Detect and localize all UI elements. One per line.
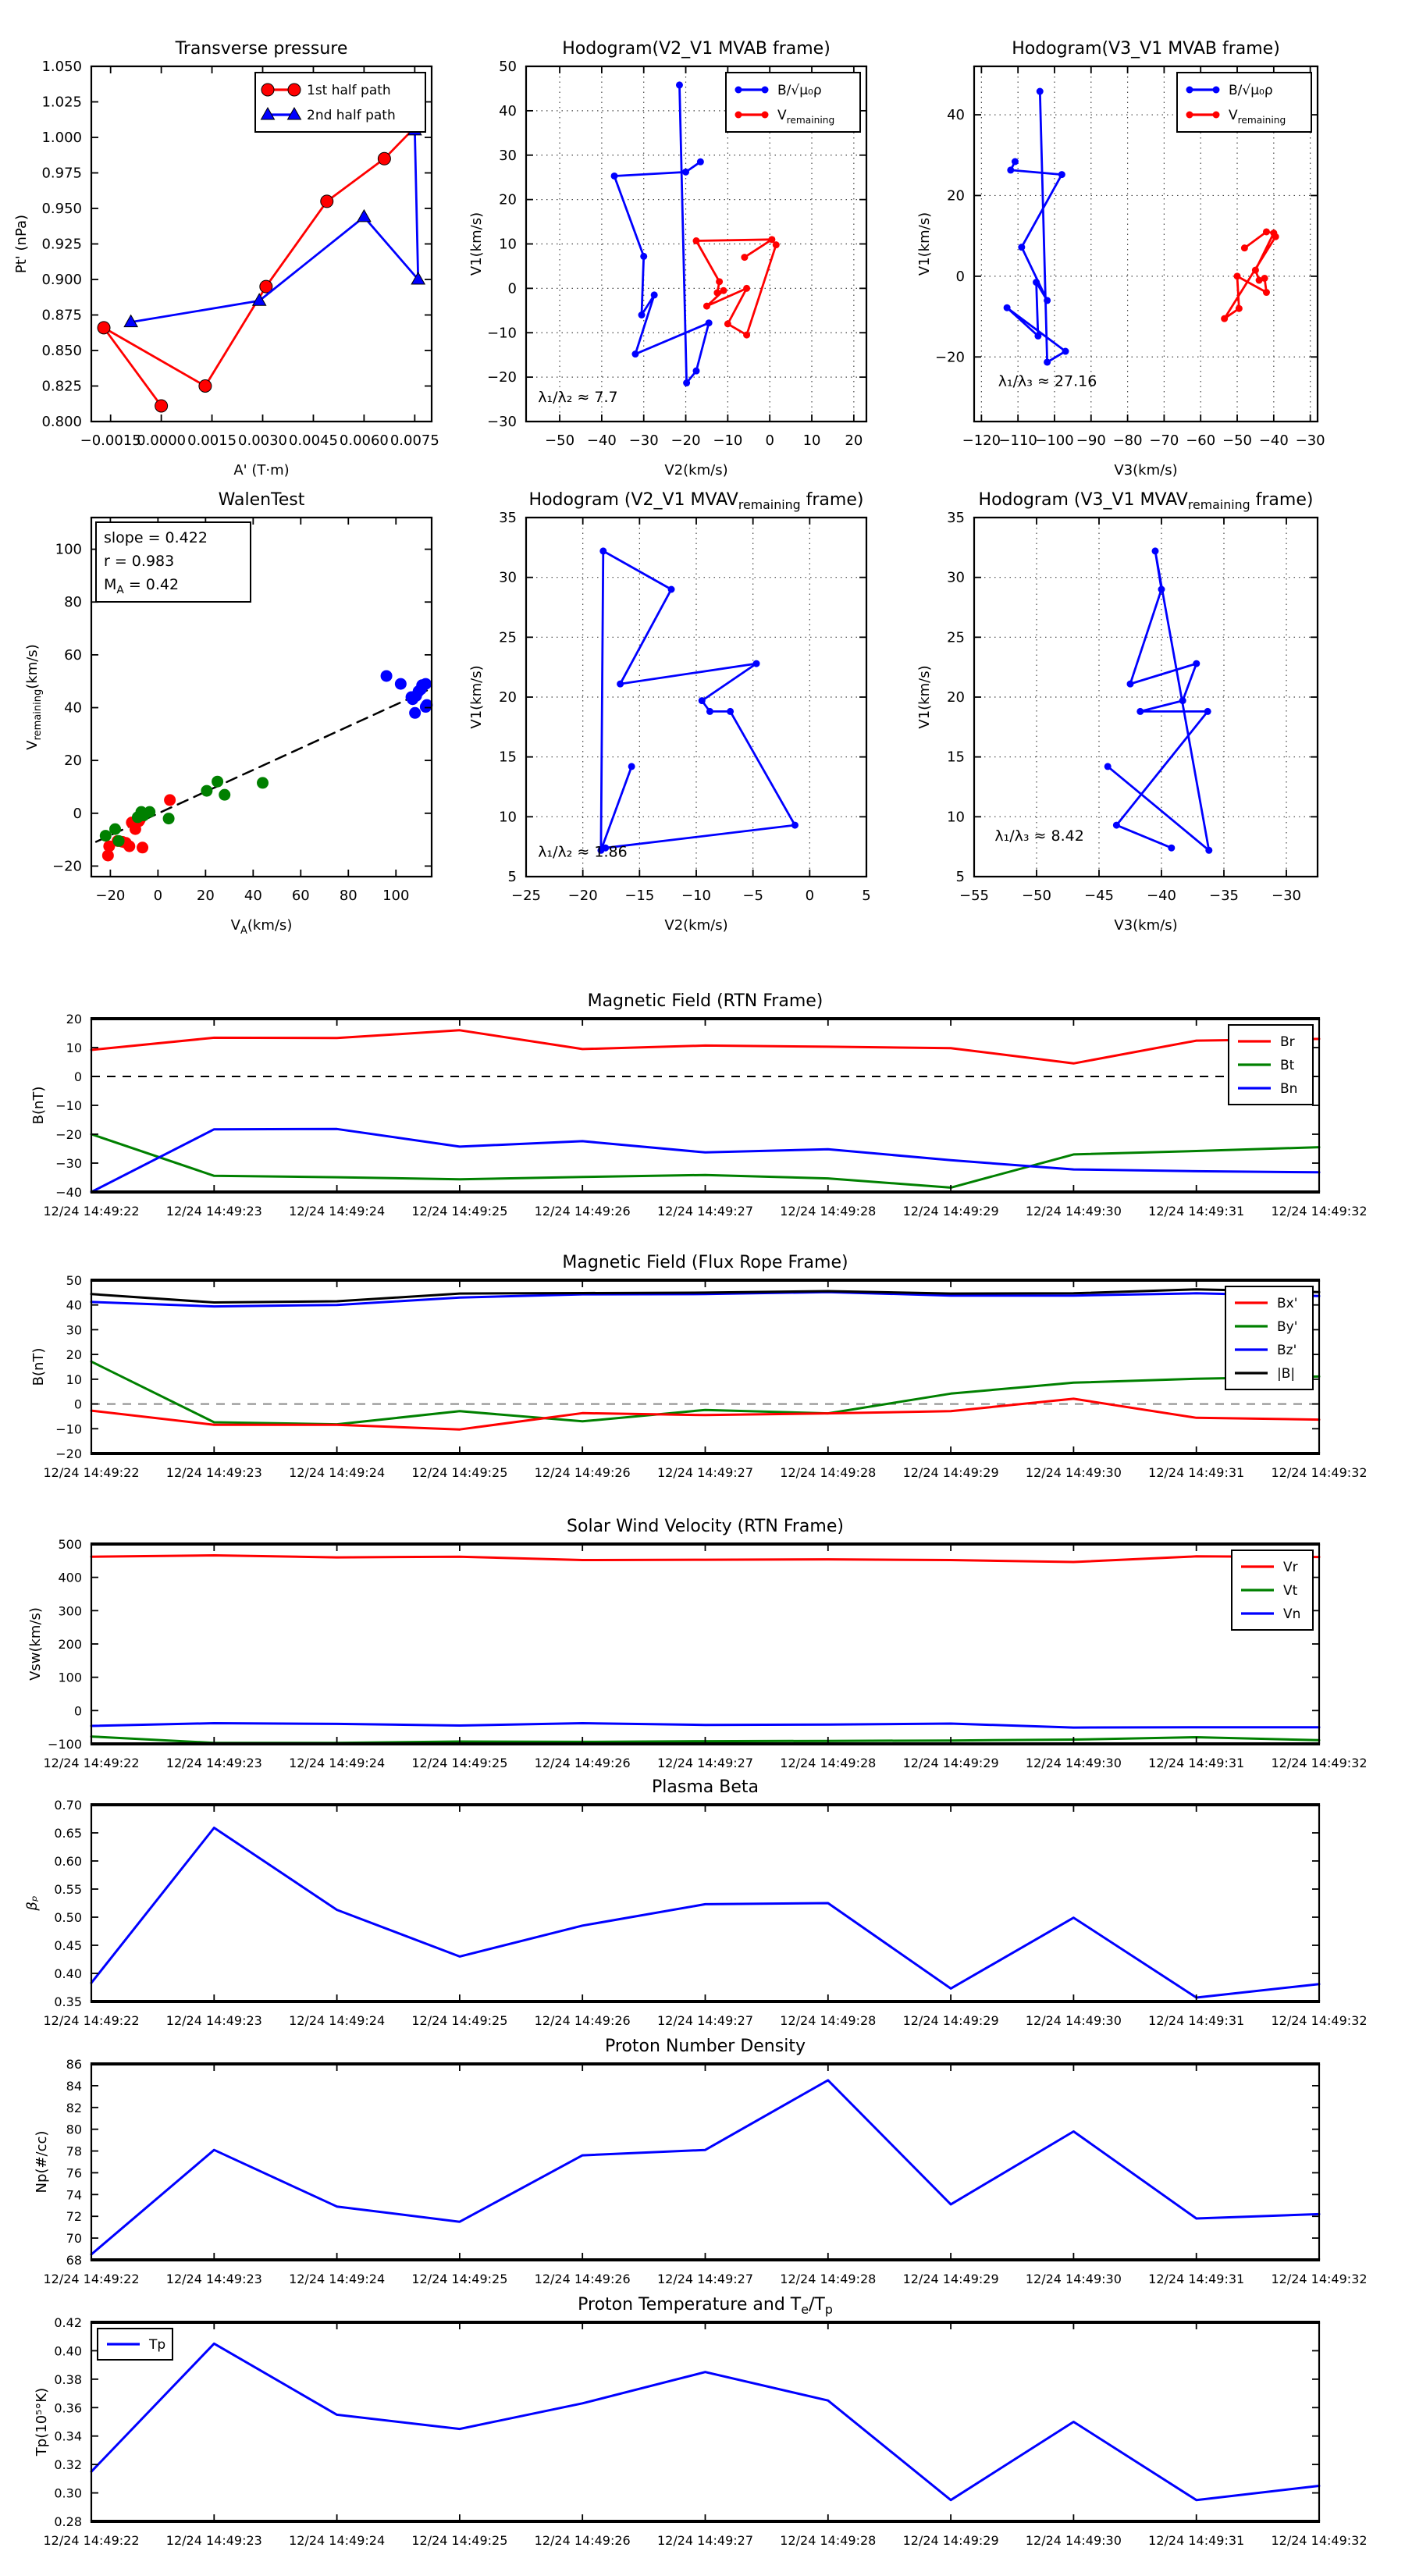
- svg-text:Hodogram (V3_V1 MVAVremaining: Hodogram (V3_V1 MVAVremaining frame): [978, 490, 1314, 512]
- svg-text:12/24 14:49:25: 12/24 14:49:25: [411, 1465, 508, 1480]
- svg-text:12/24 14:49:29: 12/24 14:49:29: [902, 2533, 999, 2548]
- svg-text:12/24 14:49:26: 12/24 14:49:26: [534, 2272, 631, 2286]
- svg-text:80: 80: [64, 594, 82, 611]
- svg-text:70: 70: [66, 2231, 82, 2247]
- svg-text:λ₁/λ₃ ≈ 27.16: λ₁/λ₃ ≈ 27.16: [998, 372, 1097, 390]
- svg-text:12/24 14:49:27: 12/24 14:49:27: [656, 2272, 754, 2286]
- svg-text:0: 0: [73, 1397, 82, 1412]
- svg-text:12/24 14:49:28: 12/24 14:49:28: [780, 1756, 877, 1770]
- svg-text:−10: −10: [681, 888, 711, 904]
- svg-text:12/24 14:49:32: 12/24 14:49:32: [1271, 1465, 1368, 1480]
- svg-text:0: 0: [955, 268, 965, 285]
- svg-text:Magnetic Field (Flux Rope Fram: Magnetic Field (Flux Rope Frame): [562, 1253, 848, 1272]
- svg-text:12/24 14:49:23: 12/24 14:49:23: [165, 2013, 262, 2028]
- svg-text:0.60: 0.60: [54, 1854, 82, 1869]
- plot-vsw-rtn: [27, 1517, 1368, 1770]
- svg-text:12/24 14:49:28: 12/24 14:49:28: [780, 1465, 877, 1480]
- svg-text:0.800: 0.800: [41, 414, 82, 430]
- svg-text:0.0045: 0.0045: [288, 432, 338, 449]
- svg-text:0.0030: 0.0030: [238, 432, 288, 449]
- svg-text:12/24 14:49:31: 12/24 14:49:31: [1148, 1465, 1245, 1480]
- svg-text:20: 20: [947, 187, 965, 205]
- svg-text:12/24 14:49:23: 12/24 14:49:23: [165, 2272, 262, 2286]
- svg-text:12/24 14:49:23: 12/24 14:49:23: [165, 2533, 262, 2548]
- svg-text:0.45: 0.45: [54, 1938, 82, 1953]
- svg-text:0.34: 0.34: [54, 2428, 82, 2444]
- svg-text:V1(km/s): V1(km/s): [916, 665, 933, 729]
- plot-hodogram-v2v1-mvab: [468, 39, 866, 479]
- svg-text:1.050: 1.050: [41, 59, 82, 75]
- svg-text:0.65: 0.65: [54, 1826, 82, 1841]
- svg-text:12/24 14:49:31: 12/24 14:49:31: [1148, 1756, 1245, 1770]
- svg-text:0.925: 0.925: [41, 236, 82, 253]
- svg-text:12/24 14:49:24: 12/24 14:49:24: [289, 1465, 386, 1480]
- svg-text:By': By': [1277, 1319, 1298, 1335]
- svg-text:−60: −60: [1186, 432, 1216, 449]
- svg-text:0.0060: 0.0060: [339, 432, 389, 449]
- svg-text:200: 200: [58, 1637, 82, 1652]
- svg-text:V2(km/s): V2(km/s): [664, 917, 728, 934]
- svg-text:B/√μ₀ρ: B/√μ₀ρ: [1229, 83, 1273, 98]
- svg-text:−110: −110: [998, 432, 1037, 449]
- svg-text:0: 0: [765, 432, 774, 449]
- svg-text:−35: −35: [1209, 888, 1239, 904]
- svg-text:40: 40: [244, 888, 262, 904]
- svg-text:λ₁/λ₃ ≈ 8.42: λ₁/λ₃ ≈ 8.42: [994, 827, 1084, 845]
- svg-text:12/24 14:49:27: 12/24 14:49:27: [656, 1204, 754, 1219]
- svg-text:12/24 14:49:25: 12/24 14:49:25: [411, 1756, 508, 1770]
- svg-text:30: 30: [947, 569, 965, 586]
- svg-text:−5: −5: [742, 888, 763, 904]
- svg-text:12/24 14:49:32: 12/24 14:49:32: [1271, 2272, 1368, 2286]
- svg-text:Vsw(km/s): Vsw(km/s): [27, 1607, 44, 1681]
- svg-text:−20: −20: [670, 432, 701, 449]
- svg-text:40: 40: [66, 1297, 82, 1313]
- svg-text:0.42: 0.42: [54, 2315, 82, 2330]
- svg-text:40: 40: [64, 699, 82, 717]
- svg-text:−120: −120: [962, 432, 1001, 449]
- svg-text:−50: −50: [1222, 432, 1253, 449]
- svg-text:V3(km/s): V3(km/s): [1114, 462, 1178, 479]
- svg-text:0.32: 0.32: [54, 2457, 82, 2473]
- svg-text:12/24 14:49:25: 12/24 14:49:25: [411, 2272, 508, 2286]
- svg-text:12/24 14:49:31: 12/24 14:49:31: [1148, 2533, 1245, 2548]
- svg-text:Tp: Tp: [149, 2337, 166, 2353]
- svg-text:0.70: 0.70: [54, 1798, 82, 1813]
- svg-text:12/24 14:49:29: 12/24 14:49:29: [902, 1204, 999, 1219]
- svg-text:1.000: 1.000: [41, 130, 82, 146]
- svg-text:Plasma Beta: Plasma Beta: [652, 1777, 759, 1797]
- svg-text:72: 72: [66, 2209, 82, 2225]
- svg-text:Vremaining: $V_{remaining}$: [777, 108, 835, 126]
- svg-text:Bt: Bt: [1280, 1058, 1295, 1073]
- svg-text:12/24 14:49:28: 12/24 14:49:28: [780, 2013, 877, 2028]
- svg-text:12/24 14:49:24: 12/24 14:49:24: [289, 1756, 386, 1770]
- svg-text:0.35: 0.35: [54, 1994, 82, 2009]
- svg-text:12/24 14:49:22: 12/24 14:49:22: [43, 1756, 140, 1770]
- plot-b-rtn: [30, 991, 1368, 1219]
- svg-text:Br: Br: [1280, 1034, 1295, 1050]
- svg-text:12/24 14:49:26: 12/24 14:49:26: [534, 2013, 631, 2028]
- svg-text:Vremaining(km/s): $V_{remaining}(km/s)$: [24, 644, 44, 750]
- svg-text:−20: −20: [935, 349, 965, 366]
- svg-text:0: 0: [73, 1069, 82, 1084]
- svg-text:Proton Number Density: Proton Number Density: [605, 2037, 806, 2056]
- svg-text:−30: −30: [55, 1156, 82, 1171]
- svg-text:|B|: |B|: [1277, 1366, 1296, 1382]
- svg-text:0.55: 0.55: [54, 1882, 82, 1897]
- svg-text:−30: −30: [628, 432, 659, 449]
- svg-text:1st half path: 1st half path: [307, 83, 391, 98]
- svg-text:5: 5: [955, 869, 965, 885]
- svg-text:5: 5: [862, 888, 871, 904]
- svg-text:−40: −40: [1258, 432, 1289, 449]
- svg-text:10: 10: [947, 809, 965, 826]
- svg-text:V1(km/s): V1(km/s): [468, 212, 485, 276]
- svg-text:12/24 14:49:31: 12/24 14:49:31: [1148, 2272, 1245, 2286]
- svg-text:0: 0: [73, 805, 82, 822]
- svg-text:−0.0015: −0.0015: [80, 432, 141, 449]
- svg-text:−20: −20: [487, 369, 517, 386]
- svg-text:74: 74: [66, 2187, 82, 2203]
- plot-proton-density: [34, 2037, 1368, 2286]
- svg-text:−10: −10: [55, 1098, 82, 1113]
- svg-text:−25: −25: [511, 888, 541, 904]
- svg-text:25: 25: [947, 629, 965, 646]
- svg-text:0.50: 0.50: [54, 1910, 82, 1925]
- svg-text:0: 0: [153, 888, 163, 904]
- svg-text:Vr: Vr: [1283, 1560, 1298, 1575]
- svg-text:12/24 14:49:27: 12/24 14:49:27: [656, 1465, 754, 1480]
- svg-text:12/24 14:49:24: 12/24 14:49:24: [289, 1204, 386, 1219]
- svg-text:100: 100: [58, 1670, 82, 1685]
- svg-text:20: 20: [499, 191, 517, 208]
- svg-text:12/24 14:49:27: 12/24 14:49:27: [656, 2533, 754, 2548]
- svg-text:0.950: 0.950: [41, 201, 82, 217]
- svg-text:WalenTest: WalenTest: [218, 490, 305, 510]
- svg-text:0.0015: 0.0015: [187, 432, 237, 449]
- svg-text:−50: −50: [545, 432, 575, 449]
- svg-text:B(nT): B(nT): [30, 1347, 47, 1386]
- svg-text:−30: −30: [487, 414, 517, 430]
- svg-text:12/24 14:49:30: 12/24 14:49:30: [1025, 2013, 1122, 2028]
- svg-text:12/24 14:49:22: 12/24 14:49:22: [43, 2533, 140, 2548]
- svg-text:40: 40: [947, 107, 965, 124]
- plot-proton-temperature: [34, 2295, 1368, 2548]
- svg-text:25: 25: [499, 629, 517, 646]
- svg-text:12/24 14:49:27: 12/24 14:49:27: [656, 1756, 754, 1770]
- svg-text:12/24 14:49:24: 12/24 14:49:24: [289, 2013, 386, 2028]
- svg-text:−20: −20: [52, 858, 82, 875]
- svg-text:−70: −70: [1149, 432, 1179, 449]
- svg-text:35: 35: [947, 510, 965, 526]
- svg-text:12/24 14:49:22: 12/24 14:49:22: [43, 2272, 140, 2286]
- svg-text:−10: −10: [713, 432, 743, 449]
- svg-text:−50: −50: [1022, 888, 1051, 904]
- svg-text:500: 500: [58, 1537, 82, 1552]
- svg-text:300: 300: [58, 1603, 82, 1619]
- svg-text:12/24 14:49:25: 12/24 14:49:25: [411, 2013, 508, 2028]
- svg-text:12/24 14:49:24: 12/24 14:49:24: [289, 2272, 386, 2286]
- svg-text:35: 35: [499, 510, 517, 526]
- svg-text:0.30: 0.30: [54, 2485, 82, 2501]
- svg-text:−15: −15: [624, 888, 655, 904]
- svg-text:12/24 14:49:23: 12/24 14:49:23: [165, 1756, 262, 1770]
- svg-text:1.025: 1.025: [41, 94, 82, 111]
- svg-text:12/24 14:49:31: 12/24 14:49:31: [1148, 2013, 1245, 2028]
- svg-text:Tp(10⁵°K): Tp(10⁵°K): [34, 2387, 50, 2457]
- plot-hodogram-v3v1-mvav: [916, 490, 1318, 934]
- svg-text:−20: −20: [95, 888, 126, 904]
- svg-text:Vn: Vn: [1283, 1606, 1301, 1622]
- svg-text:Proton Temperature and Te/Tp: Proton Temperature and Te/Tp: [578, 2295, 833, 2317]
- svg-text:0.40: 0.40: [54, 1966, 82, 1981]
- svg-text:−20: −20: [55, 1446, 82, 1461]
- svg-text:12/24 14:49:32: 12/24 14:49:32: [1271, 1756, 1368, 1770]
- svg-text:B(nT): B(nT): [30, 1086, 47, 1125]
- svg-text:12/24 14:49:22: 12/24 14:49:22: [43, 1204, 140, 1219]
- svg-text:0.28: 0.28: [54, 2514, 82, 2529]
- svg-text:Hodogram(V3_V1 MVAB frame): Hodogram(V3_V1 MVAB frame): [1012, 39, 1280, 59]
- svg-text:12/24 14:49:22: 12/24 14:49:22: [43, 2013, 140, 2028]
- svg-text:84: 84: [66, 2078, 82, 2094]
- svg-text:βₚ: βₚ: [24, 1895, 41, 1911]
- svg-text:12/24 14:49:25: 12/24 14:49:25: [411, 2533, 508, 2548]
- svg-text:0.975: 0.975: [41, 165, 82, 182]
- svg-text:0.40: 0.40: [54, 2343, 82, 2359]
- svg-text:12/24 14:49:32: 12/24 14:49:32: [1271, 2533, 1368, 2548]
- svg-text:68: 68: [66, 2253, 82, 2268]
- svg-text:Vt: Vt: [1283, 1583, 1298, 1599]
- svg-text:−90: −90: [1076, 432, 1106, 449]
- svg-text:Vremaining: $V_{remaining}$: [1229, 108, 1286, 126]
- svg-text:20: 20: [845, 432, 863, 449]
- svg-text:20: 20: [64, 753, 82, 770]
- svg-text:12/24 14:49:29: 12/24 14:49:29: [902, 2013, 999, 2028]
- svg-text:12/24 14:49:29: 12/24 14:49:29: [902, 2272, 999, 2286]
- svg-text:78: 78: [66, 2144, 82, 2159]
- svg-text:Bn: Bn: [1280, 1081, 1298, 1097]
- svg-text:76: 76: [66, 2165, 82, 2181]
- svg-text:λ₁/λ₂ ≈ 1.86: λ₁/λ₂ ≈ 1.86: [538, 843, 628, 861]
- svg-text:12/24 14:49:32: 12/24 14:49:32: [1271, 2013, 1368, 2028]
- svg-text:0: 0: [805, 888, 815, 904]
- svg-text:12/24 14:49:30: 12/24 14:49:30: [1025, 1204, 1122, 1219]
- svg-text:12/24 14:49:23: 12/24 14:49:23: [165, 1465, 262, 1480]
- svg-text:12/24 14:49:26: 12/24 14:49:26: [534, 1756, 631, 1770]
- svg-text:10: 10: [66, 1041, 82, 1055]
- svg-text:B/√μ₀ρ: B/√μ₀ρ: [777, 83, 822, 98]
- svg-text:0: 0: [73, 1703, 82, 1719]
- svg-text:−80: −80: [1112, 432, 1143, 449]
- svg-text:−40: −40: [55, 1185, 82, 1200]
- svg-text:−55: −55: [959, 888, 989, 904]
- svg-text:12/24 14:49:26: 12/24 14:49:26: [534, 1204, 631, 1219]
- svg-text:20: 20: [947, 689, 965, 706]
- svg-text:−10: −10: [55, 1421, 82, 1437]
- svg-text:30: 30: [66, 1322, 82, 1338]
- svg-text:12/24 14:49:25: 12/24 14:49:25: [411, 1204, 508, 1219]
- svg-text:−100: −100: [1035, 432, 1074, 449]
- svg-text:10: 10: [499, 809, 517, 826]
- svg-text:0.0000: 0.0000: [137, 432, 187, 449]
- svg-text:12/24 14:49:28: 12/24 14:49:28: [780, 1204, 877, 1219]
- svg-text:12/24 14:49:29: 12/24 14:49:29: [902, 1756, 999, 1770]
- plot-plasma-beta: [24, 1777, 1368, 2028]
- svg-text:20: 20: [66, 1347, 82, 1363]
- svg-text:60: 60: [64, 646, 82, 664]
- svg-text:−10: −10: [487, 325, 517, 342]
- svg-text:−40: −40: [1147, 888, 1176, 904]
- svg-text:10: 10: [66, 1372, 82, 1387]
- svg-text:20: 20: [196, 888, 215, 904]
- svg-text:15: 15: [947, 749, 965, 766]
- svg-text:12/24 14:49:29: 12/24 14:49:29: [902, 1465, 999, 1480]
- svg-text:40: 40: [499, 102, 517, 119]
- svg-text:82: 82: [66, 2100, 82, 2115]
- svg-text:0.875: 0.875: [41, 307, 82, 324]
- svg-text:A' (T·m): A' (T·m): [233, 462, 290, 479]
- svg-text:12/24 14:49:30: 12/24 14:49:30: [1025, 2533, 1122, 2548]
- svg-text:86: 86: [66, 2057, 82, 2072]
- svg-text:V1(km/s): V1(km/s): [468, 665, 485, 729]
- svg-text:V1(km/s): V1(km/s): [916, 212, 933, 276]
- svg-text:V3(km/s): V3(km/s): [1114, 917, 1178, 934]
- svg-text:10: 10: [802, 432, 821, 449]
- svg-text:0.38: 0.38: [54, 2371, 82, 2387]
- svg-text:Bx': Bx': [1277, 1296, 1298, 1311]
- svg-text:80: 80: [66, 2122, 82, 2137]
- plot-hodogram-v2v1-mvav: [468, 490, 871, 934]
- svg-text:0.850: 0.850: [41, 343, 82, 359]
- svg-text:30: 30: [499, 569, 517, 586]
- svg-text:VA(km/s): $V_A(km/s)$: [230, 917, 293, 937]
- svg-text:12/24 14:49:30: 12/24 14:49:30: [1025, 2272, 1122, 2286]
- svg-text:r = 0.983: r = 0.983: [104, 553, 175, 570]
- svg-text:Bz': Bz': [1277, 1343, 1297, 1358]
- svg-text:12/24 14:49:23: 12/24 14:49:23: [165, 1204, 262, 1219]
- svg-text:0.36: 0.36: [54, 2400, 82, 2416]
- svg-text:slope = 0.422: slope = 0.422: [104, 529, 208, 546]
- svg-text:50: 50: [499, 59, 517, 75]
- svg-text:12/24 14:49:30: 12/24 14:49:30: [1025, 1756, 1122, 1770]
- svg-text:Magnetic Field (RTN Frame): Magnetic Field (RTN Frame): [587, 991, 823, 1011]
- svg-text:Hodogram(V2_V1 MVAB frame): Hodogram(V2_V1 MVAB frame): [562, 39, 831, 59]
- svg-text:2nd half path: 2nd half path: [307, 108, 396, 123]
- svg-text:12/24 14:49:28: 12/24 14:49:28: [780, 2272, 877, 2286]
- svg-text:60: 60: [291, 888, 310, 904]
- svg-text:12/24 14:49:32: 12/24 14:49:32: [1271, 1204, 1368, 1219]
- plot-walen-test: [24, 490, 432, 937]
- plot-transverse-pressure: [13, 39, 439, 479]
- svg-text:12/24 14:49:27: 12/24 14:49:27: [656, 2013, 754, 2028]
- plot-b-fluxrope: [30, 1253, 1368, 1480]
- svg-text:0.0075: 0.0075: [389, 432, 439, 449]
- svg-text:50: 50: [66, 1273, 82, 1288]
- svg-text:Hodogram (V2_V1 MVAVremaining: Hodogram (V2_V1 MVAVremaining frame): [528, 490, 864, 512]
- svg-text:12/24 14:49:30: 12/24 14:49:30: [1025, 1465, 1122, 1480]
- svg-text:12/24 14:49:26: 12/24 14:49:26: [534, 2533, 631, 2548]
- svg-text:Np(#/cc): Np(#/cc): [34, 2130, 50, 2194]
- svg-text:−30: −30: [1295, 432, 1325, 449]
- svg-text:−20: −20: [567, 888, 598, 904]
- svg-text:100: 100: [382, 888, 410, 904]
- svg-text:Pt' (nPa): Pt' (nPa): [13, 214, 30, 274]
- svg-text:80: 80: [339, 888, 357, 904]
- svg-text:400: 400: [58, 1570, 82, 1585]
- svg-text:−30: −30: [1272, 888, 1301, 904]
- svg-text:12/24 14:49:24: 12/24 14:49:24: [289, 2533, 386, 2548]
- svg-text:20: 20: [66, 1012, 82, 1026]
- svg-text:MA = 0.42: MA = 0.42: [104, 576, 180, 596]
- svg-text:12/24 14:49:26: 12/24 14:49:26: [534, 1465, 631, 1480]
- svg-text:12/24 14:49:22: 12/24 14:49:22: [43, 1465, 140, 1480]
- svg-text:−100: −100: [48, 1737, 82, 1752]
- svg-text:100: 100: [55, 541, 82, 558]
- svg-text:λ₁/λ₂ ≈ 7.7: λ₁/λ₂ ≈ 7.7: [538, 388, 618, 406]
- svg-text:20: 20: [499, 689, 517, 706]
- svg-text:30: 30: [499, 147, 517, 164]
- svg-text:12/24 14:49:31: 12/24 14:49:31: [1148, 1204, 1245, 1219]
- svg-text:−20: −20: [55, 1127, 82, 1142]
- svg-text:0.900: 0.900: [41, 272, 82, 288]
- svg-text:Solar Wind Velocity (RTN Frame: Solar Wind Velocity (RTN Frame): [567, 1517, 844, 1536]
- svg-text:0.825: 0.825: [41, 378, 82, 395]
- svg-text:5: 5: [507, 869, 517, 885]
- svg-text:Transverse pressure: Transverse pressure: [175, 39, 348, 59]
- svg-text:12/24 14:49:28: 12/24 14:49:28: [780, 2533, 877, 2548]
- svg-text:15: 15: [499, 749, 517, 766]
- svg-text:−40: −40: [586, 432, 617, 449]
- svg-text:10: 10: [499, 236, 517, 253]
- svg-text:−45: −45: [1084, 888, 1114, 904]
- svg-text:0: 0: [507, 280, 517, 297]
- svg-text:V2(km/s): V2(km/s): [664, 462, 728, 479]
- plot-hodogram-v3v1-mvab: [916, 39, 1325, 479]
